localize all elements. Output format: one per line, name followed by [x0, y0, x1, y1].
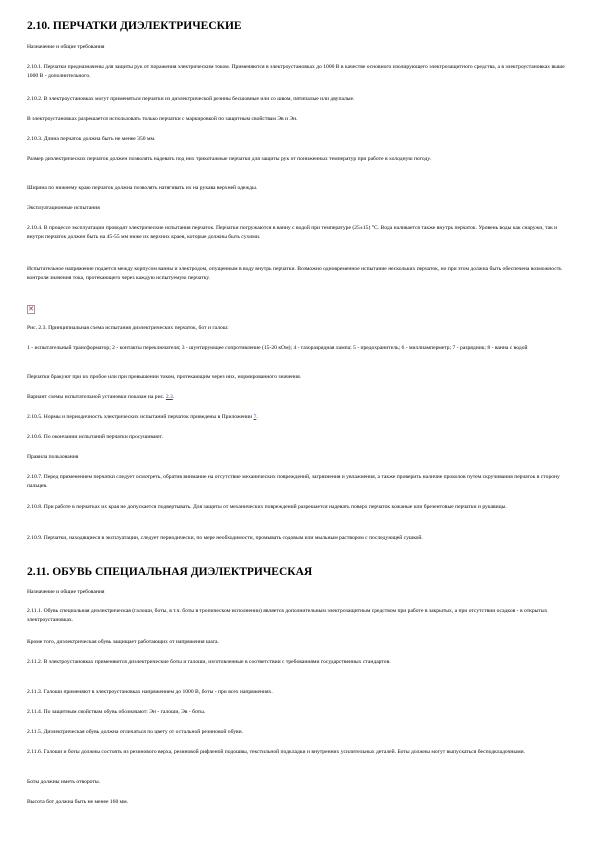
paragraph-2-10-1: 2.10.1. Перчатки предназначены для защиты рук от поражения электрическим током. Применяются в электроустановках до 1000 В в качестве основного изолирующего электрозащитного средства, а в электроустановках выше 1000 В - дополнительного. — [27, 64, 565, 79]
subheading-purpose-2: Назначение и общие требования — [27, 589, 105, 595]
subheading-purpose: Назначение и общие требования — [27, 44, 105, 50]
paragraph-step-voltage: Кроме того, диэлектрическая обувь защищает работающих от напряжения шага. — [27, 639, 219, 645]
paragraph-2-11-6: 2.11.6. Галоши и боты должны состоять из резинового верха, резиновой рифленой подошвы, текстильной подкладки и внутренних усилительных деталей. Боты должны могут выпускаться бесподкладочными. — [27, 749, 526, 755]
section-title-2-11: 2.11. ОБУВЬ СПЕЦИАЛЬНАЯ ДИЭЛЕКТРИЧЕСКАЯ — [27, 566, 313, 578]
paragraph-2-10-5-end: . — [256, 414, 258, 420]
paragraph-2-11-1: 2.11.1. Обувь специальная диэлектрическая (галоши, боты, в т.ч. боты в тропическом исполнении) является дополнительным электрозащитным средством при работе в закрытых, а при отсутствии осадков - в открытых электроустановках. — [27, 608, 548, 623]
paragraph-2-11-5: 2.11.5. Диэлектрическая обувь должна отличаться по цвету от остальной резиновой обуви. — [27, 729, 244, 735]
scheme-variant-text: Вариант схемы испытательной установки показан на рис. — [27, 394, 166, 400]
paragraph-2-10-7: 2.10.7. Перед применением перчатки следует осмотреть, обратив внимание на отсутствие механических повреждений, загрязнения и увлажнения, а также проверить наличие проколов путем скручивания перчаток в сторону пальцев. — [27, 474, 560, 489]
subheading-rules: Правила пользования — [27, 454, 79, 460]
broken-image-icon: ✕ — [28, 305, 34, 313]
paragraph-2-10-3: 2.10.3. Длина перчаток должна быть не менее 350 мм. — [27, 136, 156, 142]
paragraph-2-10-5-text: 2.10.5. Нормы и периодичность электрических испытаний перчаток приведены в Приложении — [27, 414, 254, 420]
paragraph-2-10-9: 2.10.9. Перчатки, находящиеся в эксплуатации, следует периодически, по мере необходимости, промывать содовым или мыльным раствором с последующей сушкой. — [27, 535, 423, 541]
paragraph-2-10-5 — [27, 413, 575, 422]
paragraph-test-voltage: Испытательное напряжение подается между корпусом ванны и электродом, опущенным в воду внутрь перчатки. Возможно одновременное испытание нескольких перчаток, но при этом должна быть обеспечена возможность контроля значения тока, протекающего через каждую испытуемую перчатку. — [27, 266, 562, 281]
paragraph-glove-width: Ширина по нижнему краю перчаток должна позволять натягивать их на рукава верхней одежды. — [27, 185, 258, 191]
scheme-variant-end: . — [172, 394, 175, 400]
paragraph-glove-size: Размер диэлектрических перчаток должен позволять надевать под них трикотажные перчатки для защиты рук от пониженных температур при работе в холодную погоду. — [27, 156, 432, 162]
paragraph-2-11-4: 2.11.4. По защитным свойствам обувь обозначают: Эн - галоши, Эв - боты. — [27, 709, 206, 715]
paragraph-2-10-4: 2.10.4. В процессе эксплуатации проводят электрические испытания перчаток. Перчатки погружаются в ванну с водой при температуре (25±15) °С. Вода наливается также внутрь перчаток. Уровень воды как снаружи, так и внутри перчаток должен быть на 45-55 мм ниже их верхних краев, которые должны быть сухими. — [27, 225, 558, 240]
subheading-tests: Эксплуатационные испытания — [27, 205, 100, 211]
section-title-2-10: 2.10. ПЕРЧАТКИ ДИЭЛЕКТРИЧЕСКИЕ — [27, 20, 242, 32]
figure-legend: 1 - испытательный трансформатор; 2 - контакты переключателя; 3 - шунтирующее сопротивление (15-20 кОм); 4 - газоразрядная лампа; 5 - предохранитель; 6 - миллиамперметр; 7 - разрядник; 8 - ванна с водой — [27, 345, 528, 351]
paragraph-lapels: Боты должны иметь отвороты. — [27, 779, 101, 785]
paragraph-2-10-8: 2.10.8. При работе в перчатках их края не допускается подвертывать. Для защиты от механических повреждений разрешается надевать поверх перчаток кожаные или брезентовые перчатки и рукавицы. — [27, 504, 507, 510]
appendix-7-link[interactable]: 7 — [253, 414, 257, 420]
paragraph-2-10-6: 2.10.6. По окончании испытаний перчатки просушивают. — [27, 434, 163, 440]
paragraph-2-11-3: 2.11.3. Галоши применяют в электроустановках напряжением до 1000 В, боты - при всех напряжениях. — [27, 689, 273, 695]
paragraph-marking: В электроустановках разрешается использовать только перчатки с маркировкой по защитным свойствам Эв и Эн. — [27, 116, 298, 122]
figure-2-3-link[interactable]: 2.3 — [165, 394, 173, 400]
figure-caption: Рис. 2.3. Принципиальная схема испытания диэлектрических перчаток, бот и галош: — [27, 325, 229, 331]
paragraph-reject: Перчатки бракуют при их пробое или при превышении током, протекающим через них, нормированного значения. — [27, 374, 302, 380]
paragraph-2-11-2: 2.11.2. В электроустановках применяются диэлектрические боты и галоши, изготовленные в соответствии с требованиями государственных стандартов. — [27, 659, 391, 665]
paragraph-scheme-variant — [27, 393, 575, 402]
paragraph-2-10-2: 2.10.2. В электроустановках могут применяться перчатки из диэлектрической резины бесшовные или со швом, пятипалые или двупалые. — [27, 96, 355, 102]
paragraph-boot-height: Высота бот должна быть не менее 160 мм. — [27, 799, 129, 805]
